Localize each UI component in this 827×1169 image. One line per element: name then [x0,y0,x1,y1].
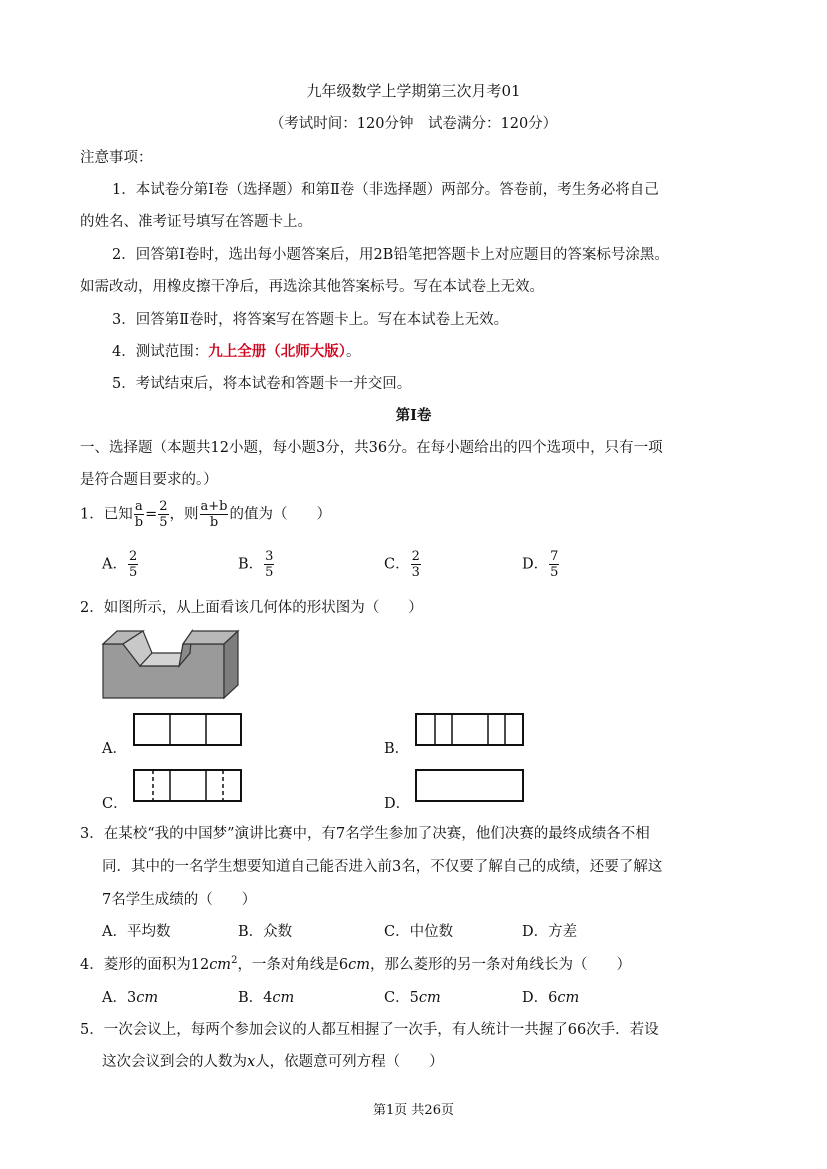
q3-option-a: A．平均数 [102,924,171,940]
q2-option-a-label: A． [102,741,127,757]
q1-option-c: C． $\frac{2}{3}$ [384,549,420,580]
fraction-2-over-5: $\frac{2}{5}$ [159,499,168,530]
exam-info: （考试时间：120分钟 试卷满分：120分） [269,116,558,132]
fraction-a-plus-b-over-b: $\frac{a+b}{b}$ [200,499,228,530]
question-3-line-1: 3．在某校“我的中国梦”演讲比赛中，有7名学生参加了决赛，他们决赛的最终成绩各不相 [80,826,650,842]
notes-heading: 注意事项： [80,150,153,166]
q3-option-d: D．方差 [522,924,578,940]
note-4 [112,340,360,361]
part1-instructions-line-2: 是符合题目要求的。） [80,472,218,488]
q1-option-d: D． $\frac{7}{5}$ [522,549,559,580]
note-2-line-2: 如需改动，用橡皮擦干净后，再选涂其他答案标号。写在本试卷上无效。 [80,279,544,295]
q1-suffix: 的值为（ ） [229,506,331,523]
q2-option-b-label: B． [384,741,410,757]
q1-prefix: 1．已知 [80,506,133,523]
question-4: 4．菱形的面积为$12cm^2$，一条对角线是6cm，那么菱形的另一条对角线长为（ ） [80,955,632,973]
q2-option-d-label: D． [384,796,411,812]
note-2-line-1: 2．回答第Ⅰ卷时，选出每小题答案后，用2B铅笔把答题卡上对应题目的答案标号涂黑。 [112,247,669,263]
question-1 [80,500,331,529]
question-3-line-2: 同．其中的一名学生想要知道自己能否进入前3名，不仅要了解自己的成绩，还要了解这 [102,859,663,875]
solid-figure [100,628,242,700]
page-footer: 第1页 共26页 [373,1103,454,1118]
question-2: 2．如图所示，从上面看该几何体的形状图为（ ） [80,600,423,616]
q2-option-d-figure [415,769,525,803]
q1-mid: ，则 [169,506,199,523]
fraction-a-over-b: $\frac{a}{b}$ [134,499,144,530]
q2-option-a-figure [133,713,243,747]
q4-option-b: B．4cm [238,990,295,1006]
note-1-line-1: 1．本试卷分第Ⅰ卷（选择题）和第Ⅱ卷（非选择题）两部分。答卷前，考生务必将自己 [112,182,659,198]
q3-option-b: B．众数 [238,924,293,940]
q4-option-a: A．3cm [102,990,159,1006]
part1-instructions-line-1: 一、选择题（本题共12小题，每小题3分，共36分。在每小题给出的四个选项中，只有一项 [80,440,663,456]
note-4-suffix: 。 [345,344,361,360]
q2-option-c-figure [133,769,243,803]
q1-option-b: B． $\frac{3}{5}$ [238,549,274,580]
page-title: 九年级数学上学期第三次月考01 [306,82,521,100]
q1-option-a: A． $\frac{2}{5}$ [102,549,138,580]
note-1-line-2: 的姓名、准考证号填写在答题卡上。 [80,214,312,230]
q1-equals: = [145,506,158,523]
note-4-prefix: 4．测试范围： [112,344,209,360]
note-3: 3．回答第Ⅱ卷时，将答案写在答题卡上。写在本试卷上无效。 [112,312,509,328]
question-5-line-2: 这次会议到会的人数为x人，依题意可列方程（ ） [102,1054,444,1070]
note-4-scope: 九上全册（北师大版） [208,343,346,360]
q4-option-c: C．5cm [384,990,441,1006]
q3-option-c: C．中位数 [384,924,454,940]
q2-option-c-label: C． [102,796,128,812]
question-3-line-3: 7名学生成绩的（ ） [102,892,257,908]
section-title: 第Ⅰ卷 [395,407,432,424]
q2-option-b-figure [415,713,525,747]
q4-option-d: D．6cm [522,990,580,1006]
note-5: 5．考试结束后，将本试卷和答题卡一并交回。 [112,376,412,392]
question-5-line-1: 5．一次会议上，每两个参加会议的人都互相握了一次手，有人统计一共握了66次手．若设 [80,1022,659,1038]
